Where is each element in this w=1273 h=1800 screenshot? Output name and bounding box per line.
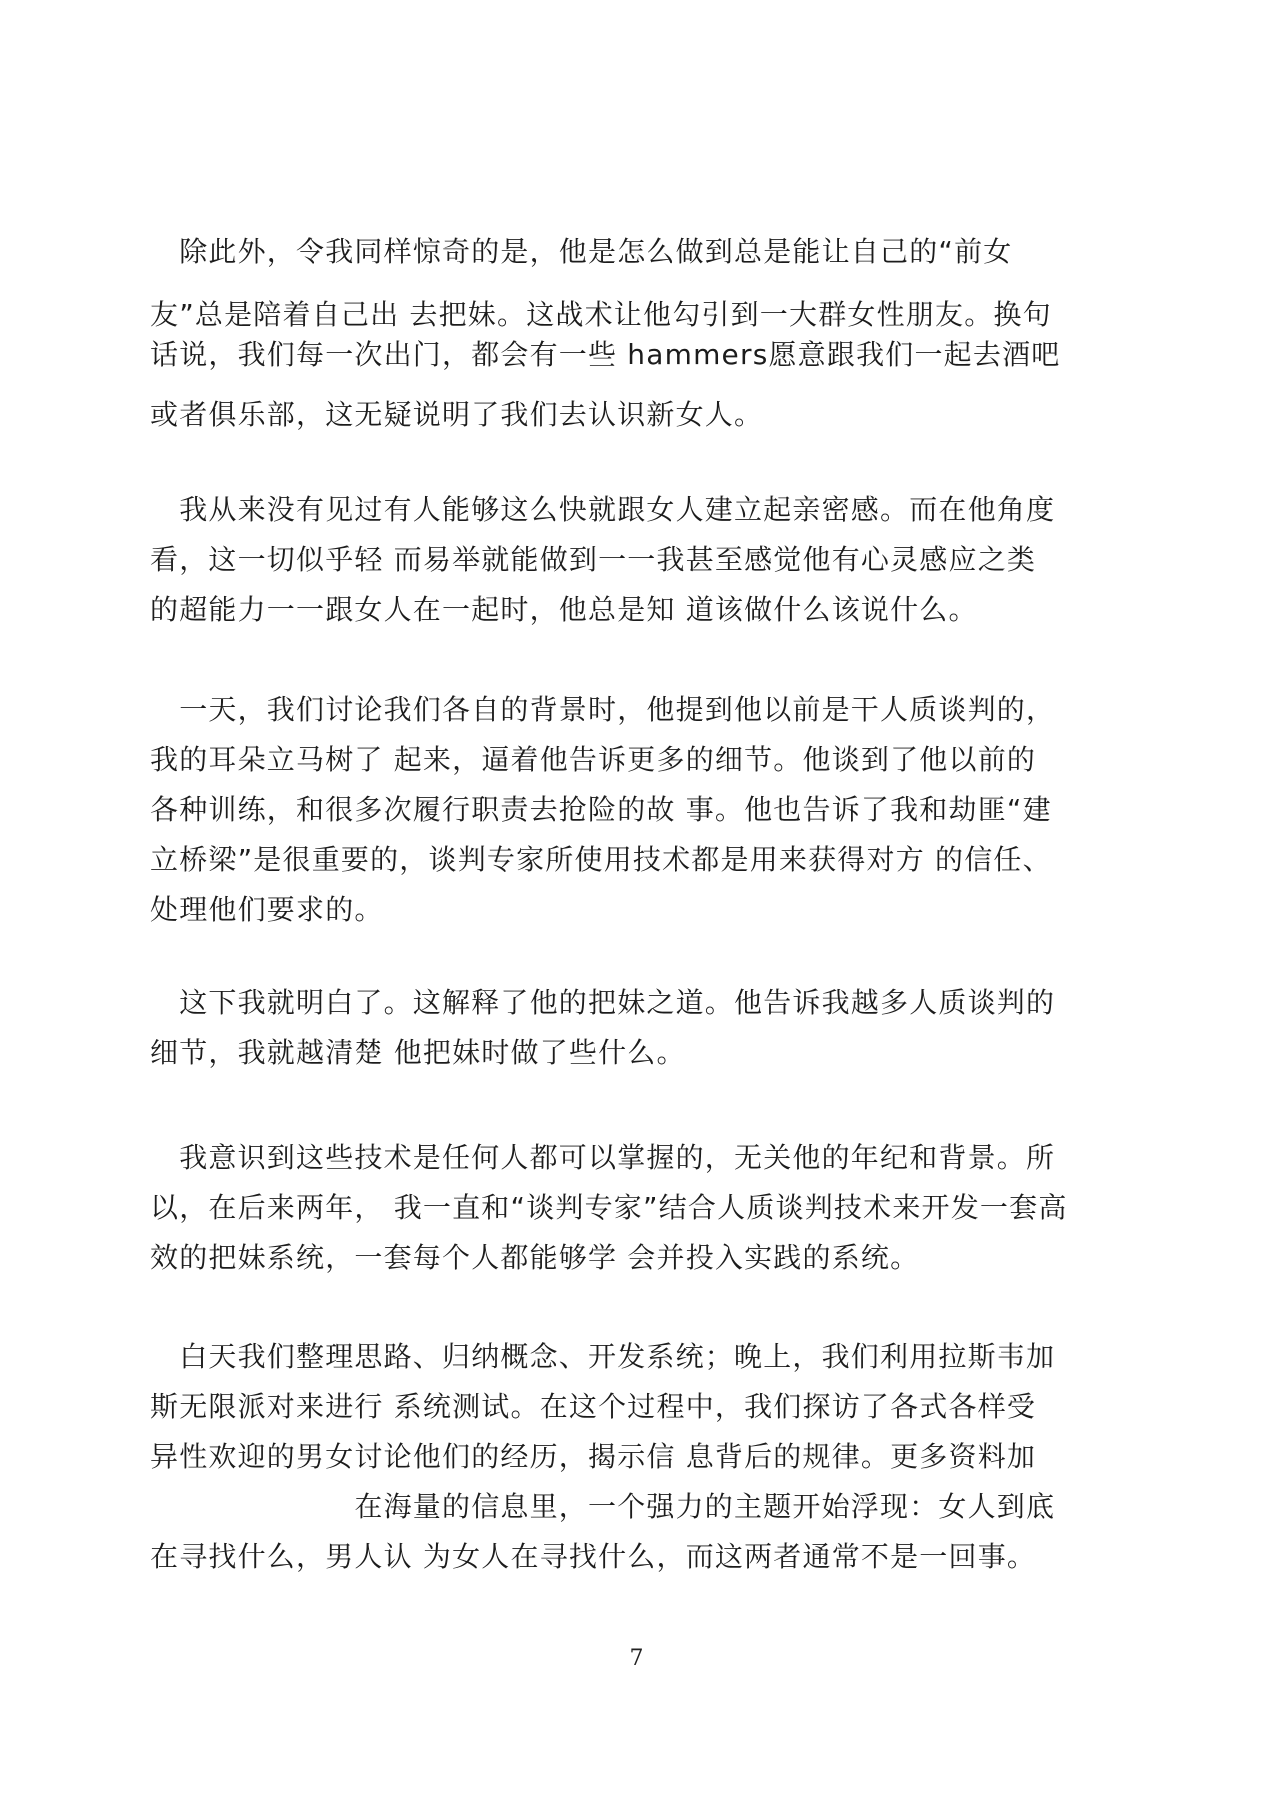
text-line: 友”总是陪着自己出 去把妹。这战术让他勾引到一大群女性朋友。换句: [150, 298, 1052, 331]
text-line: 处理他们要求的。: [150, 893, 384, 926]
text-line: 话说，我们每一次出门，都会有一些 hammers愿意跟我们一起去酒吧: [150, 338, 1061, 371]
text-line: 这下我就明白了。这解释了他的把妹之道。他告诉我越多人质谈判的: [150, 986, 1056, 1019]
text-line: 各种训练，和很多次履行职责去抢险的故 事。他也告诉了我和劫匪“建: [150, 793, 1052, 826]
page-number: 7: [629, 1646, 644, 1671]
text-line: 细节，我就越清楚 他把妹时做了些什么。: [150, 1036, 686, 1069]
text-line: 我从来没有见过有人能够这么快就跟女人建立起亲密感。而在他角度: [150, 493, 1056, 526]
text-line: 看，这一切似乎轻 而易举就能做到一一我甚至感觉他有心灵感应之类: [150, 543, 1037, 576]
text-line: 的超能力一一跟女人在一起时，他总是知 道该做什么该说什么。: [150, 593, 978, 626]
text-line: 以，在后来两年， 我一直和“谈判专家”结合人质谈判技术来开发一套高: [150, 1191, 1068, 1224]
text-line: 异性欢迎的男女讨论他们的经历，揭示信 息背后的规律。更多资料加: [150, 1440, 1037, 1473]
text-line: 立桥梁”是很重要的，谈判专家所使用技术都是用来获得对方 的信任、: [150, 843, 1052, 876]
text-line: 我意识到这些技术是任何人都可以掌握的，无关他的年纪和背景。所: [150, 1141, 1056, 1174]
text-line: 我的耳朵立马树了 起来，逼着他告诉更多的细节。他谈到了他以前的: [150, 743, 1037, 776]
text-line: 斯无限派对来进行 系统测试。在这个过程中，我们探访了各式各样受: [150, 1390, 1037, 1423]
text-line: 白天我们整理思路、归纳概念、开发系统；晚上，我们利用拉斯韦加: [150, 1340, 1056, 1373]
text-line: 或者俱乐部，这无疑说明了我们去认识新女人。: [150, 398, 764, 431]
text-line: 一天，我们讨论我们各自的背景时，他提到他以前是干人质谈判的，: [150, 693, 1056, 726]
text-line: 在寻找什么，男人认 为女人在寻找什么，而这两者通常不是一回事。: [150, 1540, 1037, 1573]
text-line: 除此外，令我同样惊奇的是，他是怎么做到总是能让自己的“前女: [150, 235, 1013, 268]
text-line: 效的把妹系统，一套每个人都能够学 会并投入实践的系统。: [150, 1241, 920, 1274]
text-line: 在海量的信息里，一个强力的主题开始浮现：女人到底: [150, 1490, 1056, 1523]
